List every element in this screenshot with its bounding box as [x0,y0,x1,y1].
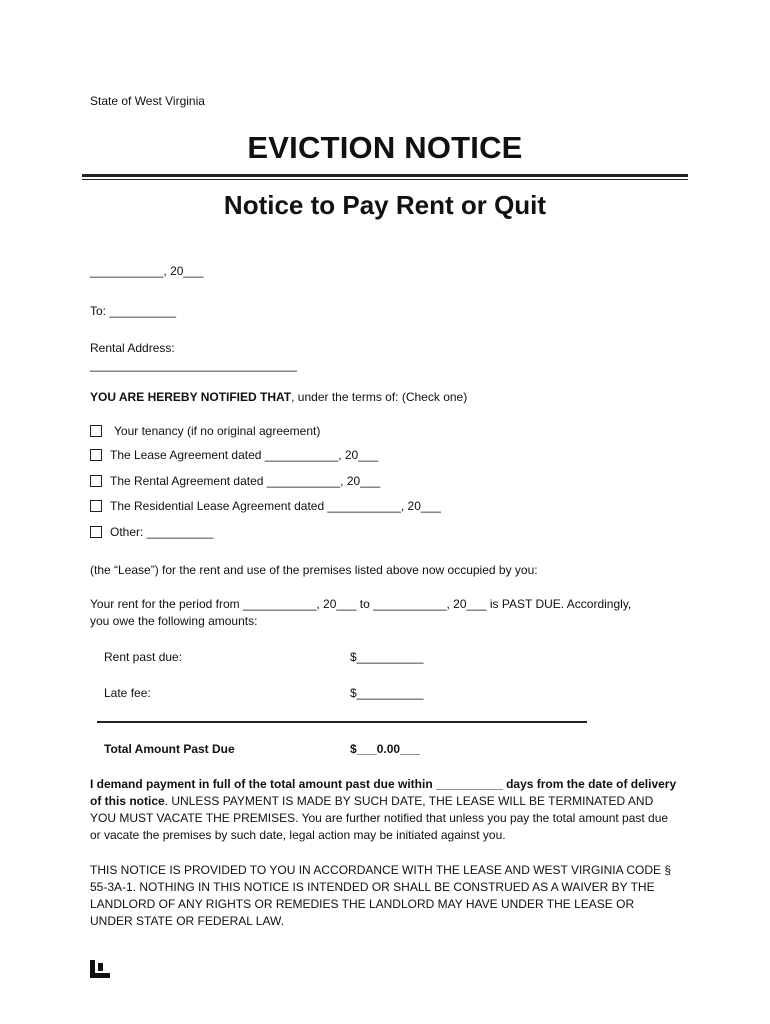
late-fee-label: Late fee: [104,686,151,700]
notice-intro-bold: YOU ARE HEREBY NOTIFIED THAT [90,390,292,404]
option-rental-agreement[interactable] [90,474,380,488]
demand-rest: . UNLESS PAYMENT IS MADE BY SUCH DATE, THE LEASE WILL BE TERMINATED AND YOU MUST VACATE THE PREMISES. You are further notified that unless you pay the total amount past due or vacate the premises by such date, legal action may be initiated against you. [90,794,669,842]
checkbox[interactable] [90,475,102,487]
state-label: State of West Virginia [90,94,205,108]
lease-text: (the “Lease”) for the rent and use of the premises listed above now occupied by you: [90,563,538,577]
demand-paragraph [90,776,680,844]
rental-address-field[interactable]: _______________________________ [90,358,297,372]
option-label: Other: __________ [110,525,214,539]
total-divider [97,721,587,723]
option-residential-lease[interactable] [90,499,441,513]
to-field[interactable]: To: __________ [90,304,177,318]
option-label: The Rental Agreement dated ___________, 20___ [110,474,381,488]
title-rule-thin [82,179,688,180]
option-label: The Lease Agreement dated ___________, 20___ [110,448,379,462]
option-tenancy[interactable] [90,424,320,438]
rental-address-label: Rental Address: [90,341,175,355]
rent-period-line2: you owe the following amounts: [90,614,258,628]
date-field[interactable]: ___________, 20___ [90,264,204,278]
notice-intro-rest: , under the terms of: (Check one) [291,390,468,404]
checkbox[interactable] [90,500,102,512]
legal-paragraph: THIS NOTICE IS PROVIDED TO YOU IN ACCORDANCE WITH THE LEASE AND WEST VIRGINIA CODE § 55-3A-1. NOTHING IN THIS NOTICE IS INTENDED OR SHALL BE CONSTRUED AS A WAIVER BY THE LANDLORD OF ANY RIGHTS OR REMEDIES THE LANDLORD MAY HAVE UNDER THE LEASE OR UNDER STATE OR FEDERAL LAW. [90,863,671,928]
option-other[interactable] [90,525,213,539]
option-label: The Residential Lease Agreement dated ___________, 20___ [110,499,441,513]
demand-bold: I demand payment in full of the total amount past due within __________ days from the date of delivery of this notice [90,777,677,808]
document-title: EVICTION NOTICE [247,130,523,165]
checkbox[interactable] [90,449,102,461]
total-value: ___0.00___ [356,742,421,756]
rent-past-due-label: Rent past due: [104,650,183,664]
rent-period-line1: Your rent for the period from ___________, 20___ to ___________, 20___ is PAST DUE. Accordingly, [90,597,632,611]
option-lease-agreement[interactable] [90,448,378,462]
total-amount [350,742,420,756]
late-fee-field[interactable]: $__________ [350,686,424,700]
checkbox[interactable] [90,526,102,538]
option-label: Your tenancy (if no original agreement) [114,424,321,438]
rent-past-due-field[interactable]: $__________ [350,650,424,664]
total-label: Total Amount Past Due [104,742,235,756]
title-rule-thick [82,174,688,177]
checkbox[interactable] [90,425,102,437]
document-logo-icon [90,960,110,978]
notice-intro [90,390,467,404]
total-currency: $ [350,742,357,756]
document-subtitle: Notice to Pay Rent or Quit [223,190,547,220]
